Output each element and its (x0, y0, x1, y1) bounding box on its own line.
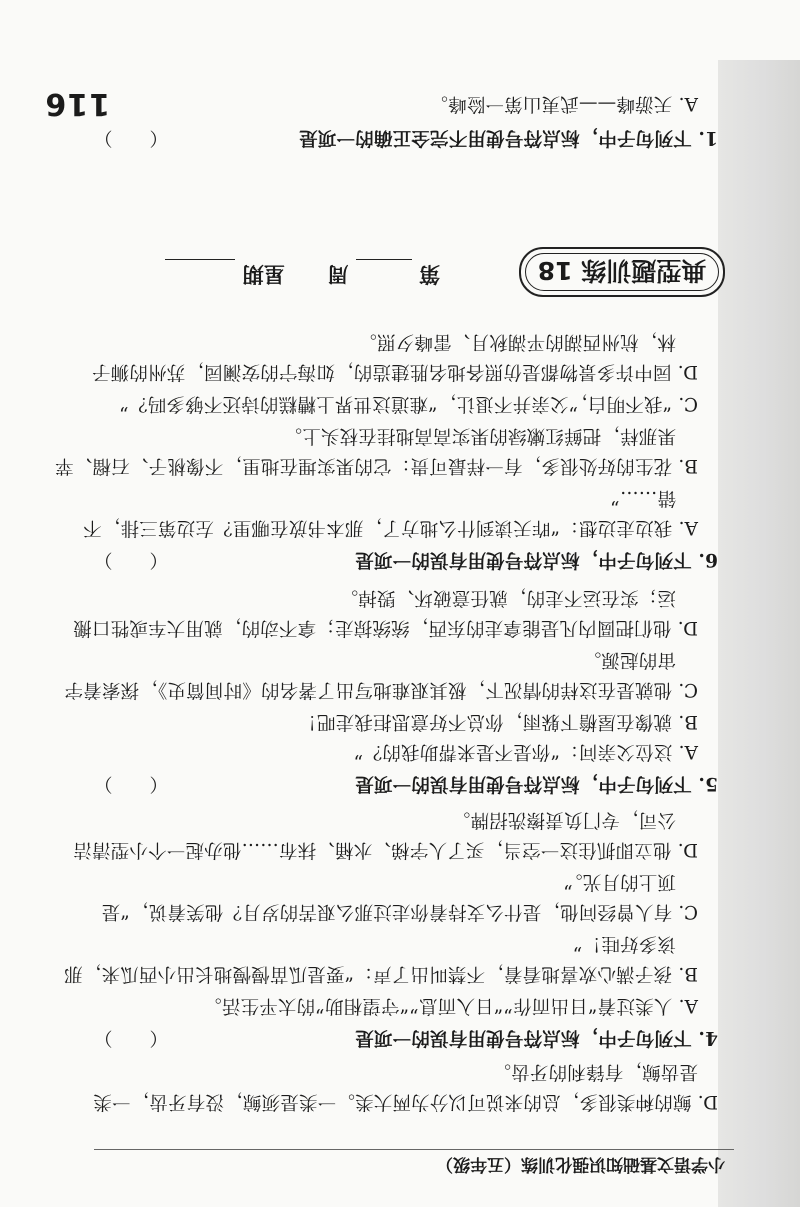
page-number: 116 (44, 86, 110, 121)
question-5-option: C. 他就是在这样的情况下，极其艰难地写出了著名的《时间简史》，探索着宇 (64, 679, 698, 700)
question-6-option-cont: 果那样，把鲜红嫩绿的果实高高地挂在枝头上。 (283, 425, 676, 446)
question-5-option: A. 这位父亲问：“你是不是来帮助我的？” (353, 741, 698, 762)
continued-line: 是齿鲸，有锋利的牙齿。 (492, 1061, 698, 1082)
question-5-option: D. 他们把圆内凡是能拿走的东西，统统掠走；拿不动的，就用大车或牲口搬 (73, 617, 698, 638)
week-gap (292, 259, 320, 281)
question-4-option: B. 孩子满心欢喜地看着，不禁叫出了声：“要是瓜苗慢慢地长出小西瓜来，那 (63, 963, 698, 984)
question-1-stem: 1. 下列句子中，标点符号使用不完全正确的一项是 (298, 127, 718, 148)
question-6-option: D. 园中许多景物都是仿照各地名胜建造的，如海宁的安澜园，苏州的狮子 (91, 361, 698, 382)
header-rule (94, 1149, 734, 1150)
question-4-option: A. 人类过着“日出而作”“日入而息”“守望相助”的太平生活。 (202, 995, 698, 1016)
question-1-option: A. 天游峰——武夷山第一险峰。 (429, 93, 698, 114)
question-4-option-cont: 顶上的月光。” (563, 871, 676, 892)
question-6-option: C. “我不明白，”父亲并不退让，“难道这世界上糟糕的诗还不够多吗？” (119, 393, 698, 414)
book-title: 小学语文基础知识强化训练（五年级） (436, 1154, 725, 1174)
question-4-answer-paren: （ ） (93, 1027, 168, 1048)
question-6-option: A. 我边走边想：“昨天读到什么地方了，那本书放在哪里？左边第三排，不 (82, 517, 698, 538)
question-5-answer-paren: （ ） (93, 773, 168, 794)
continued-line: D. 鲸的种类很多，总的来说可以分为两大类。一类是须鲸，没有牙齿，一类 (93, 1091, 718, 1112)
question-5-option-cont: 宙的起源。 (582, 649, 676, 670)
section-title: 典型题训练 18 (525, 253, 719, 291)
question-4-option-cont: 该多好哇！” (572, 933, 676, 954)
week-day-line (165, 259, 440, 289)
question-4-option: C. 有人曾经问他，是什么支持着你走过那么艰苦的岁月？他笑着说，“是 (101, 901, 698, 922)
question-6-stem: 6. 下列句子中，标点符号使用有误的一项是 (355, 549, 718, 570)
week-mid: 周 (327, 262, 349, 287)
week-prefix: 第 (419, 262, 440, 287)
question-6-option-cont: 林，杭州西湖的平湖秋月、雷峰夕照。 (358, 331, 676, 352)
question-4-option-cont: 公司，专门负责擦洗招牌。 (451, 809, 676, 830)
question-4-stem: 4. 下列句子中，标点符号使用有误的一项是 (355, 1027, 718, 1048)
question-5-option-cont: 运；实在运不走的，就任意破坏、毁掉。 (339, 587, 676, 608)
question-5-option: B. 就像在屋檐下躲雨，你总不好意思拒我走吧！ (298, 711, 698, 732)
question-5-stem: 5. 下列句子中，标点符号使用有误的一项是 (355, 773, 718, 794)
day-blank (165, 259, 235, 282)
question-1-answer-paren: （ ） (93, 127, 168, 148)
question-4-option: D. 他立即抓住这一空当，买了人字梯、水桶、抹布……他办起一个小型清洁 (73, 839, 698, 860)
question-6-answer-paren: （ ） (93, 549, 168, 570)
question-6-option-cont: 错……” (610, 487, 676, 508)
week-blank (356, 259, 412, 282)
question-6-option: B. 花生的好处很多，有一样最可贵：它的果实埋在地里，不像桃子、石榴、苹 (54, 455, 698, 476)
section-title-box (519, 247, 725, 297)
week-suffix: 星期 (242, 262, 285, 287)
